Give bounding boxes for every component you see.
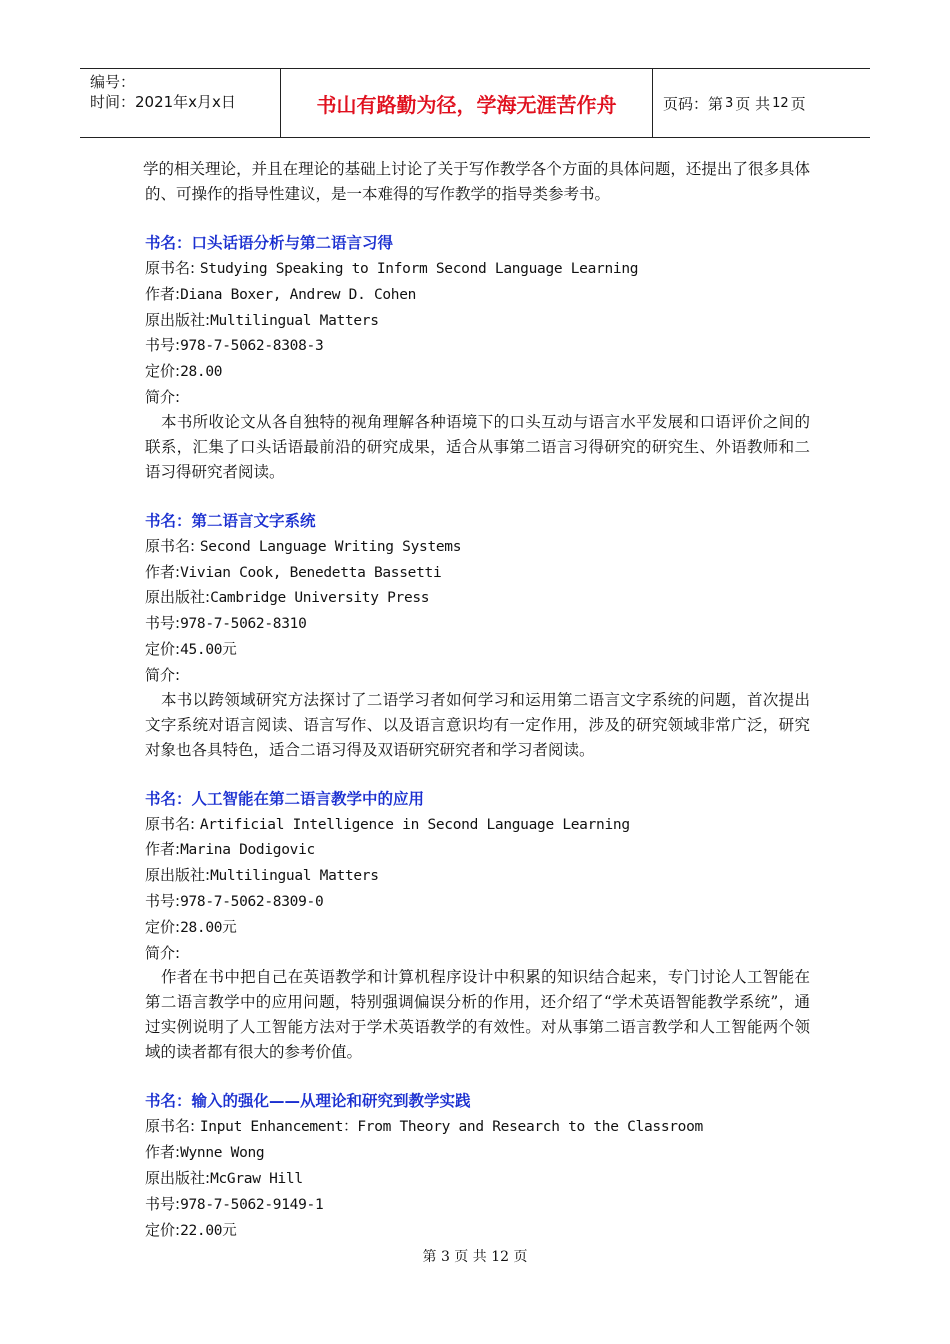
book-isbn: 书号:978-7-5062-8309-0: [145, 891, 324, 910]
book-price: 定价:22.00元: [145, 1220, 237, 1239]
book-summary: 作者在书中把自己在英语教学和计算机程序设计中积累的知识结合起来，专门讨论人工智能在第二语言教学中的应用问题，特别强调偏误分析的作用，还介绍了“学术英语智能教学系统”，通过实例说明了人工智能方法对于学术英语教学的有效性。对从事第二语言教学和人工智能两个领域的读者都有很大的参考价值。: [145, 968, 810, 1062]
page-mid: 页 共: [735, 94, 771, 113]
header-motto: 书山有路勤为径，学海无涯苦作舟: [281, 69, 653, 137]
book-title: 书名：口头话语分析与第二语言习得: [145, 234, 394, 252]
page-header: [80, 68, 870, 138]
book-entry: [145, 1089, 810, 1243]
book-original-title: 原书名: Artificial Intelligence in Second Language Learning: [145, 814, 630, 833]
book-price: 定价:45.00元: [145, 639, 237, 658]
header-meta: [80, 69, 281, 137]
book-title: 书名：第二语言文字系统: [145, 511, 316, 530]
book-isbn: 书号:978-7-5062-8310: [145, 614, 307, 633]
intro-paragraph: 学的相关理论，并且在理论的基础上讨论了关于写作教学各个方面的具体问题，还提出了很多具体的、可操作的指导性建议，是一本难得的写作教学的指导类参考书。: [143, 160, 810, 203]
book-author: 作者:Marina Dodigovic: [145, 840, 315, 859]
header-page-info: [653, 69, 870, 137]
book-isbn: 书号:978-7-5062-8308-3: [145, 336, 324, 355]
book-author: 作者:Vivian Cook, Benedetta Bassetti: [145, 562, 442, 581]
book-author: 作者:Wynne Wong: [145, 1143, 265, 1162]
book-summary: 本书所收论文从各自独特的视角理解各种语境下的口头互动与语言水平发展和口语评价之间的联系，汇集了口头话语最前沿的研究成果，适合从事第二语言习得研究的研究生、外语教师和二语习得研究者阅读。: [145, 412, 810, 481]
book-publisher: 原出版社:Multilingual Matters: [145, 866, 379, 885]
book-publisher: 原出版社:McGraw Hill: [145, 1168, 303, 1187]
book-title: 书名：人工智能在第二语言教学中的应用: [145, 789, 425, 808]
book-entry: [145, 231, 810, 485]
book-original-title: 原书名: Input Enhancement：From Theory and Research to the Classroom: [145, 1117, 703, 1136]
book-entry: [145, 509, 810, 763]
book-summary-label: 简介:: [145, 387, 181, 406]
page-suffix: 页: [790, 94, 806, 113]
book-author: 作者:Diana Boxer, Andrew D. Cohen: [145, 284, 417, 303]
book-publisher: 原出版社:Multilingual Matters: [145, 310, 379, 329]
book-original-title: 原书名: Second Language Writing Systems: [145, 536, 462, 555]
page-content: [145, 157, 810, 1243]
document-number-label: 编号：: [90, 73, 136, 91]
book-summary-label: 简介:: [145, 665, 181, 684]
book-publisher: 原出版社:Cambridge University Press: [145, 588, 430, 607]
book-summary: 本书以跨领域研究方法探讨了二语学习者如何学习和运用第二语言文字系统的问题，首次提出文字系统对语言阅读、语言写作、以及语言意识均有一定作用，涉及的研究领域非常广泛，研究对象也各具特色，适合二语习得及双语研究研究者和学习者阅读。: [145, 690, 810, 759]
document-time: 时间：2021年x月x日: [90, 93, 236, 111]
book-price: 定价:28.00元: [145, 917, 237, 936]
page-current: 3: [725, 95, 734, 111]
book-price: 定价:28.00: [145, 362, 223, 381]
book-isbn: 书号:978-7-5062-9149-1: [145, 1194, 324, 1213]
book-summary-label: 简介:: [145, 943, 181, 962]
book-title: 书名：输入的强化——从理论和研究到教学实践: [145, 1092, 471, 1111]
page-footer: 第 3 页 共 12 页: [422, 1249, 528, 1265]
book-entry: [145, 787, 810, 1066]
book-original-title: 原书名: Studying Speaking to Inform Second Language Learning: [145, 259, 639, 277]
page-total: 12: [772, 95, 789, 111]
page-prefix: 页码：第: [663, 94, 724, 113]
